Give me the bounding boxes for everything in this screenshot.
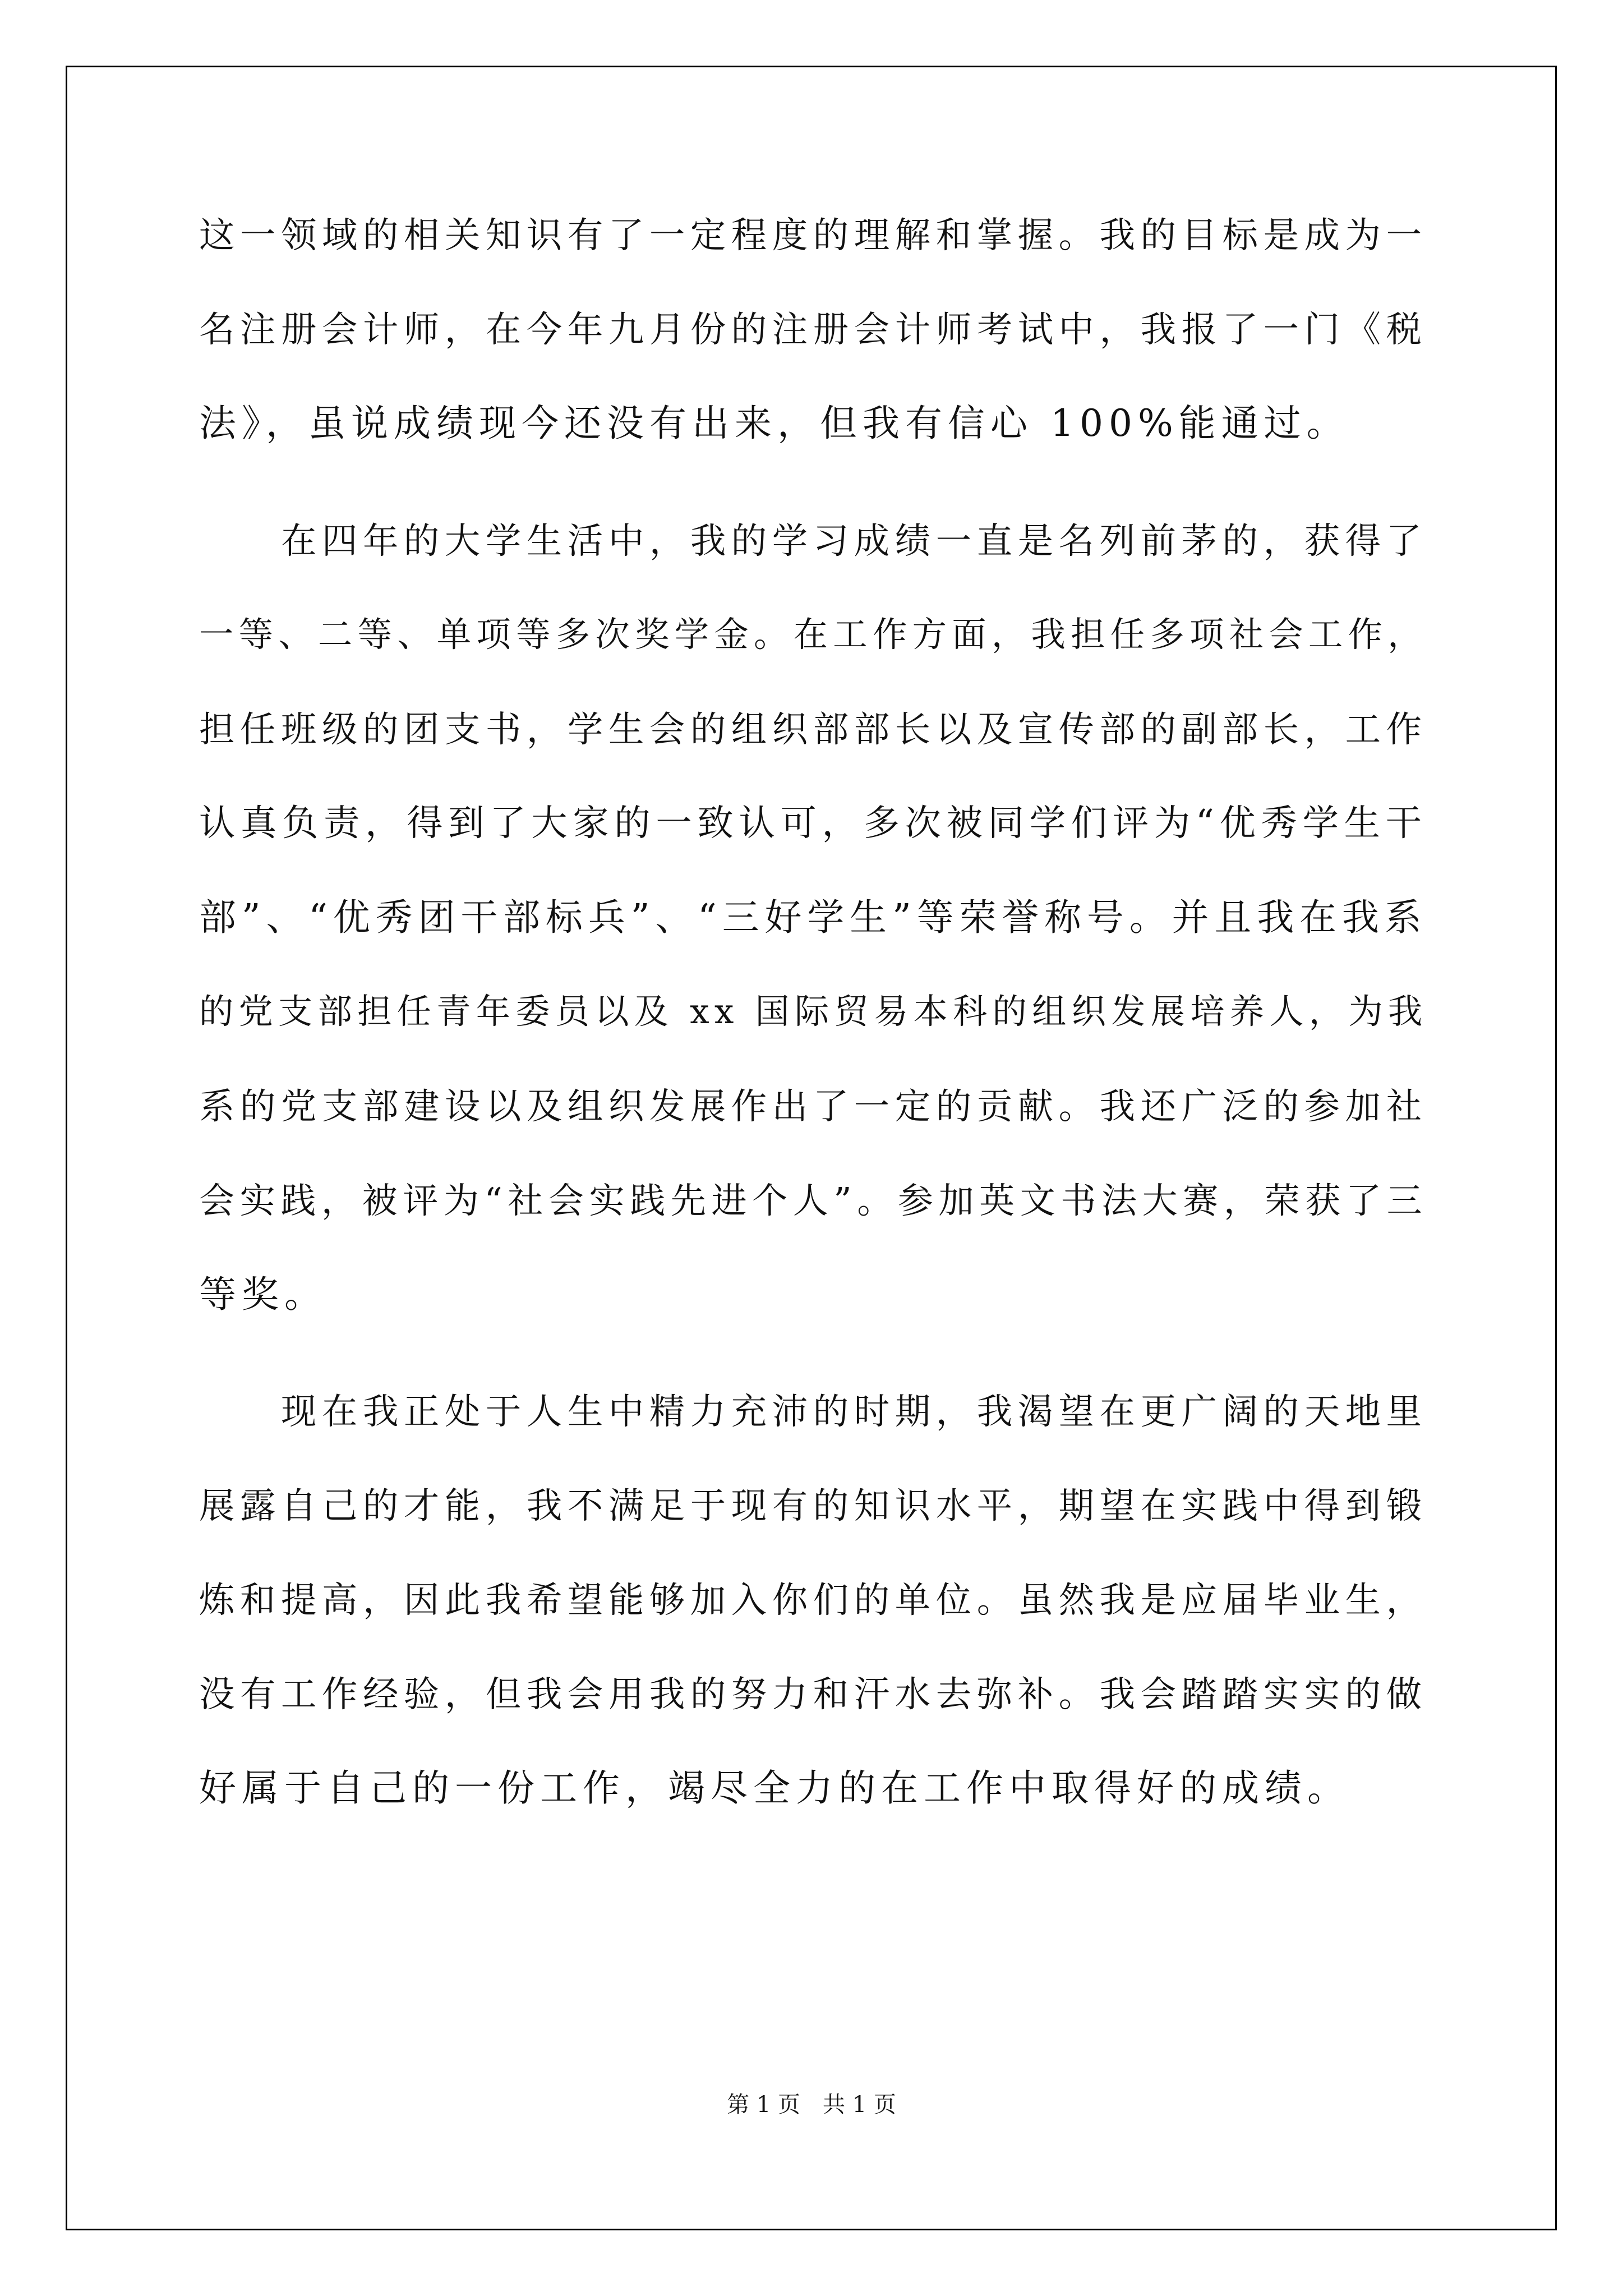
text-line: 的党支部担任青年委员以及 xx 国际贸易本科的组织发展培养人，为我 [199,992,1428,1032]
text-line: 一等、二等、单项等多次奖学金。在工作方面，我担任多项社会工作， [199,615,1427,655]
text-line: 这一领域的相关知识有了一定程度的理解和掌握。我的目标是成为一 [199,214,1427,256]
text-line: 等奖。 [199,1273,327,1316]
text-line: 部”、“优秀团干部标兵”、“三好学生”等荣誉称号。并且我在我系 [199,896,1427,939]
text-line: 没有工作经验，但我会用我的努力和汗水去弥补。我会踏踏实实的做 [199,1673,1427,1715]
text-line: 在四年的大学生活中，我的学习成绩一直是名列前茅的，获得了 [199,520,1427,562]
text-line: 认真负责，得到了大家的一致认可，多次被同学们评为“优秀学生干 [199,802,1427,844]
text-line: 展露自己的才能，我不满足于现有的知识水平，期望在实践中得到锻 [199,1485,1427,1526]
text-line: 名注册会计师，在今年九月份的注册会计师考试中，我报了一门《税 [199,309,1427,350]
text-line: 法》，虽说成绩现今还没有出来，但我有信心 100%能通过。 [199,402,1349,445]
text-line: 好属于自己的一份工作，竭尽全力的在工作中取得好的成绩。 [199,1766,1350,1810]
text-line: 系的党支部建设以及组织发展作出了一定的贡献。我还广泛的参加社 [199,1085,1427,1127]
text-line: 现在我正处于人生中精力充沛的时期，我渴望在更广阔的天地里 [199,1391,1427,1432]
page-border [66,66,1557,2230]
text-line: 会实践，被评为“社会实践先进个人”。参加英文书法大赛，荣获了三 [199,1180,1428,1221]
text-line: 担任班级的团支书，学生会的组织部部长以及宣传部的副部长，工作 [199,708,1427,750]
page-number-footer: 第 1 页 共 1 页 [727,2092,896,2118]
text-line: 炼和提高，因此我希望能够加入你们的单位。虽然我是应届毕业生， [199,1579,1427,1621]
